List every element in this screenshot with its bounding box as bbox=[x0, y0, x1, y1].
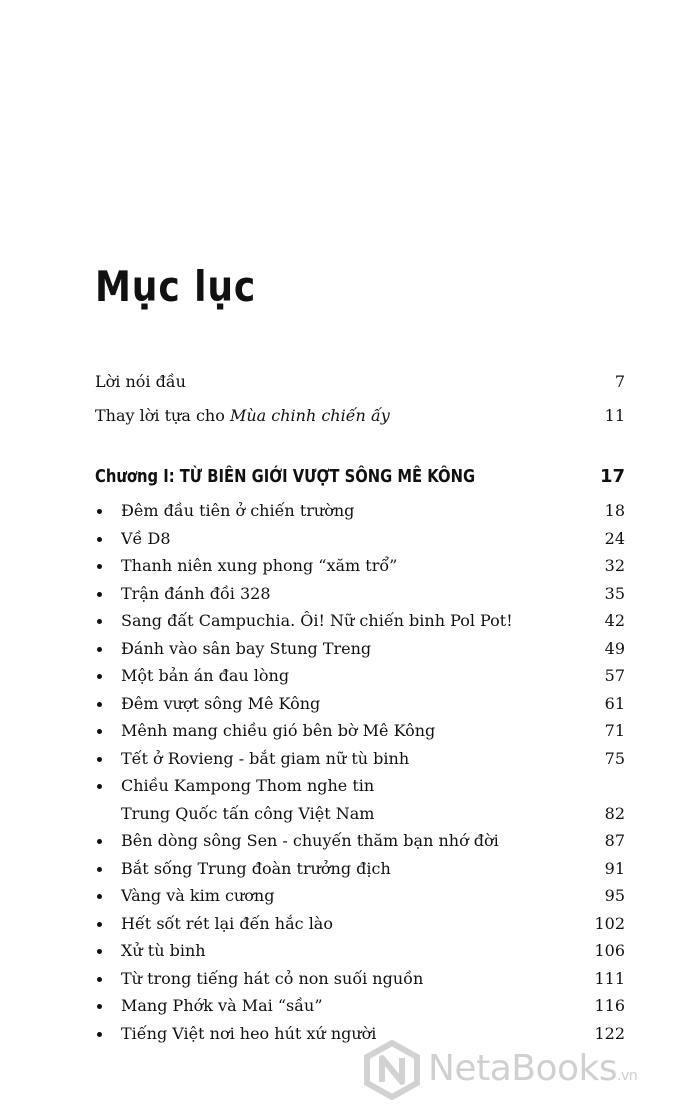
toc-entry-foreword bbox=[95, 368, 625, 396]
chapter-page: 17 bbox=[599, 466, 625, 487]
toc-item-page: 32 bbox=[604, 556, 625, 575]
bullet-icon bbox=[97, 647, 102, 652]
toc-item bbox=[95, 772, 625, 828]
chapter-heading bbox=[95, 463, 625, 491]
bullet-icon bbox=[97, 1004, 102, 1009]
toc-item-label: Chiều Kampong Thom nghe tin bbox=[121, 776, 375, 795]
toc-entry-label: Thay lời tựa cho Mùa chinh chiến ấy bbox=[95, 406, 390, 425]
watermark bbox=[362, 1040, 682, 1100]
toc-item bbox=[95, 745, 625, 773]
toc-entry-page: 11 bbox=[604, 406, 625, 425]
toc-item-page: 18 bbox=[604, 501, 625, 520]
toc-entry-label: Lời nói đầu bbox=[95, 372, 186, 391]
toc-item bbox=[95, 607, 625, 635]
toc-item bbox=[95, 690, 625, 718]
toc-item-page: 61 bbox=[604, 694, 625, 713]
toc-item-label: Xử tù binh bbox=[121, 941, 206, 960]
bullet-icon bbox=[97, 1032, 102, 1037]
bullet-icon bbox=[97, 977, 102, 982]
toc-item bbox=[95, 552, 625, 580]
toc-item bbox=[95, 992, 625, 1020]
page-title: Mục lục bbox=[95, 262, 257, 311]
toc-item-label: Một bản án đau lòng bbox=[121, 666, 290, 685]
toc-item bbox=[95, 882, 625, 910]
bullet-icon bbox=[97, 702, 102, 707]
toc-item-label-continued: Trung Quốc tấn công Việt Nam bbox=[121, 804, 375, 823]
toc-item-label: Mênh mang chiều gió bên bờ Mê Kông bbox=[121, 721, 436, 740]
bullet-icon bbox=[97, 922, 102, 927]
toc-item-label: Từ trong tiếng hát cỏ non suối nguồn bbox=[121, 969, 424, 988]
toc-item-page: 87 bbox=[604, 831, 625, 850]
toc-item-label: Tiếng Việt nơi heo hút xứ người bbox=[121, 1024, 377, 1043]
toc-item-page: 57 bbox=[604, 666, 625, 685]
toc-item-label: Đêm đầu tiên ở chiến trường bbox=[121, 501, 355, 520]
toc-item-label: Đêm vượt sông Mê Kông bbox=[121, 694, 321, 713]
toc-item bbox=[95, 525, 625, 553]
bullet-icon bbox=[97, 509, 102, 514]
toc-item bbox=[95, 965, 625, 993]
bullet-icon bbox=[97, 839, 102, 844]
bullet-icon bbox=[97, 619, 102, 624]
toc-item-page: 42 bbox=[604, 611, 625, 630]
toc-item bbox=[95, 580, 625, 608]
toc-item-label: Tết ở Rovieng - bắt giam nữ tù binh bbox=[121, 749, 410, 768]
bullet-icon bbox=[97, 949, 102, 954]
toc-item-label: Thanh niên xung phong “xăm trổ” bbox=[121, 556, 398, 575]
toc-item-page: 116 bbox=[594, 996, 625, 1015]
bullet-icon bbox=[97, 757, 102, 762]
toc-item-page: 82 bbox=[604, 804, 625, 823]
toc-item bbox=[95, 662, 625, 690]
bullet-icon bbox=[97, 894, 102, 899]
toc-entry-preface bbox=[95, 402, 625, 430]
toc-item bbox=[95, 717, 625, 745]
toc-item-label: Về D8 bbox=[121, 529, 171, 548]
toc-entry-page: 7 bbox=[614, 372, 625, 391]
toc-item bbox=[95, 855, 625, 883]
toc-item-page: 75 bbox=[604, 749, 625, 768]
toc-item-label: Sang đất Campuchia. Ôi! Nữ chiến binh Pol Pot! bbox=[121, 611, 513, 630]
toc-item-page: 71 bbox=[604, 721, 625, 740]
toc-item-label: Bắt sống Trung đoàn trưởng địch bbox=[121, 859, 391, 878]
toc-item-page: 111 bbox=[594, 969, 625, 988]
book-title-italic: Mùa chinh chiến ấy bbox=[229, 406, 390, 425]
toc-item-label: Vàng và kim cương bbox=[121, 886, 275, 905]
toc-item-page: 102 bbox=[594, 914, 625, 933]
toc-item-page: 24 bbox=[604, 529, 625, 548]
toc-item bbox=[95, 497, 625, 525]
bullet-icon bbox=[97, 674, 102, 679]
toc-item-label: Đánh vào sân bay Stung Treng bbox=[121, 639, 372, 658]
toc-item bbox=[95, 937, 625, 965]
toc-item-page: 91 bbox=[604, 859, 625, 878]
toc-item-label: Hết sốt rét lại đến hắc lào bbox=[121, 914, 333, 933]
bullet-icon bbox=[97, 537, 102, 542]
toc-item bbox=[95, 910, 625, 938]
toc-item-page: 49 bbox=[604, 639, 625, 658]
bullet-icon bbox=[97, 867, 102, 872]
toc-item bbox=[95, 635, 625, 663]
bullet-icon bbox=[97, 729, 102, 734]
toc-item-label: Mang Phớk và Mai “sầu” bbox=[121, 996, 323, 1015]
toc-item-label: Trận đánh đồi 328 bbox=[121, 584, 271, 603]
watermark-text: NetaBooks.vn bbox=[428, 1048, 638, 1089]
toc-item-label: Bên dòng sông Sen - chuyến thăm bạn nhớ đời bbox=[121, 831, 499, 850]
toc-item-page: 106 bbox=[594, 941, 625, 960]
bullet-icon bbox=[97, 784, 102, 789]
chapter-title: Chương I: TỪ BIÊN GIỚI VƯỢT SÔNG MÊ KÔNG bbox=[95, 466, 476, 487]
toc-item bbox=[95, 827, 625, 855]
toc-item-page: 95 bbox=[604, 886, 625, 905]
bullet-icon bbox=[97, 592, 102, 597]
netabooks-logo-icon bbox=[362, 1040, 422, 1100]
toc-item-page: 122 bbox=[594, 1024, 625, 1043]
toc-item-page: 35 bbox=[604, 584, 625, 603]
bullet-icon bbox=[97, 564, 102, 569]
